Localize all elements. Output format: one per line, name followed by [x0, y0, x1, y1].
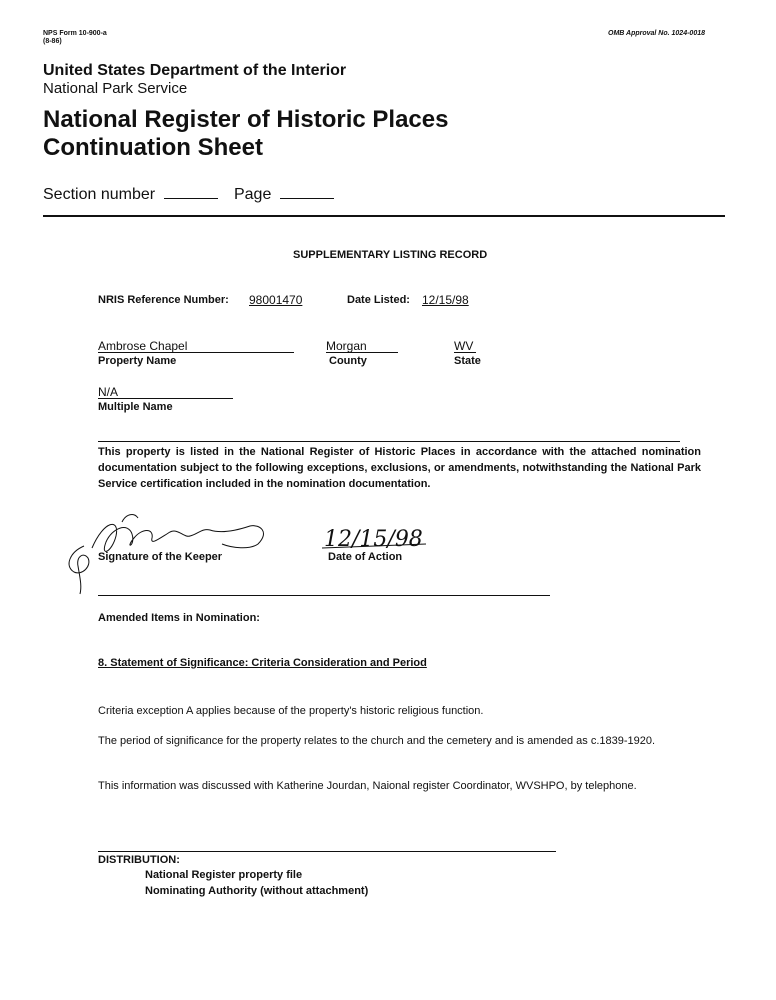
agency-name: National Park Service [43, 80, 188, 97]
property-name-value: Ambrose Chapel [98, 339, 188, 353]
county-line [326, 352, 398, 353]
amendment-paragraph-2: The period of significance for the property relates to the church and the cemetery and is amended as c.1839-1920. [98, 735, 656, 747]
form-number-text: NPS Form 10-900-a [43, 30, 107, 37]
state-value: WV [454, 339, 474, 353]
statement-divider [98, 441, 680, 442]
multiple-name-line [98, 398, 233, 399]
state-line [454, 352, 476, 353]
listing-statement: This property is listed in the National Register of Historic Places in accordance with the attached nomination documentation subject to the following exceptions, exclusions, or amendments, notwithstanding the National Park Service certification included in the nomination documentation. [98, 446, 701, 490]
date-of-action-label: Date of Action [328, 551, 403, 563]
county-value: Morgan [326, 339, 367, 353]
multiple-name-label: Multiple Name [98, 401, 173, 413]
page-blank [280, 198, 334, 199]
nris-label: NRIS Reference Number: [98, 294, 229, 306]
amendment-paragraph-1: Criteria exception A applies because of the property's historic religious function. [98, 705, 484, 717]
page-label: Page [233, 186, 272, 203]
section-page-line [43, 186, 334, 204]
amended-section-heading: 8. Statement of Significance: Criteria Consideration and Period [98, 657, 427, 669]
header-divider [43, 215, 725, 217]
form-date-text: (8-86) [43, 38, 62, 45]
distribution-item: National Register property file [145, 869, 303, 881]
date-of-action-handwritten [322, 522, 432, 552]
distribution-divider [98, 851, 556, 852]
distribution-heading: DISTRIBUTION: [98, 854, 180, 866]
amendment-paragraph-3: This information was discussed with Katherine Jourdan, Naional register Coordinator, WVSHPO, by telephone. [98, 780, 637, 792]
omb-approval: OMB Approval No. 1024-0018 [608, 30, 705, 37]
section-number-label: Section number [43, 186, 156, 203]
record-heading: SUPPLEMENTARY LISTING RECORD [293, 249, 488, 261]
nris-value: 98001470 [249, 293, 303, 307]
keeper-signature-label: Signature of the Keeper [98, 551, 223, 563]
property-name-line [98, 352, 294, 353]
form-title-line1: National Register of Historic Places [43, 106, 449, 133]
amended-items-heading: Amended Items in Nomination: [98, 612, 260, 624]
date-listed-label: Date Listed: [347, 294, 410, 306]
property-name-label: Property Name [98, 355, 177, 367]
date-of-action-handwritten-text: 12/15/98 [324, 527, 423, 552]
date-listed-value: 12/15/98 [422, 293, 469, 307]
state-label: State [454, 355, 481, 367]
form-title-line2: Continuation Sheet [43, 134, 263, 161]
section-number-blank [164, 198, 218, 199]
multiple-name-value: N/A [98, 385, 119, 399]
county-label: County [329, 355, 367, 367]
signature-divider [98, 595, 550, 596]
distribution-item: Nominating Authority (without attachment) [145, 885, 369, 897]
department-name: United States Department of the Interior [43, 62, 347, 79]
form-number [43, 30, 107, 46]
